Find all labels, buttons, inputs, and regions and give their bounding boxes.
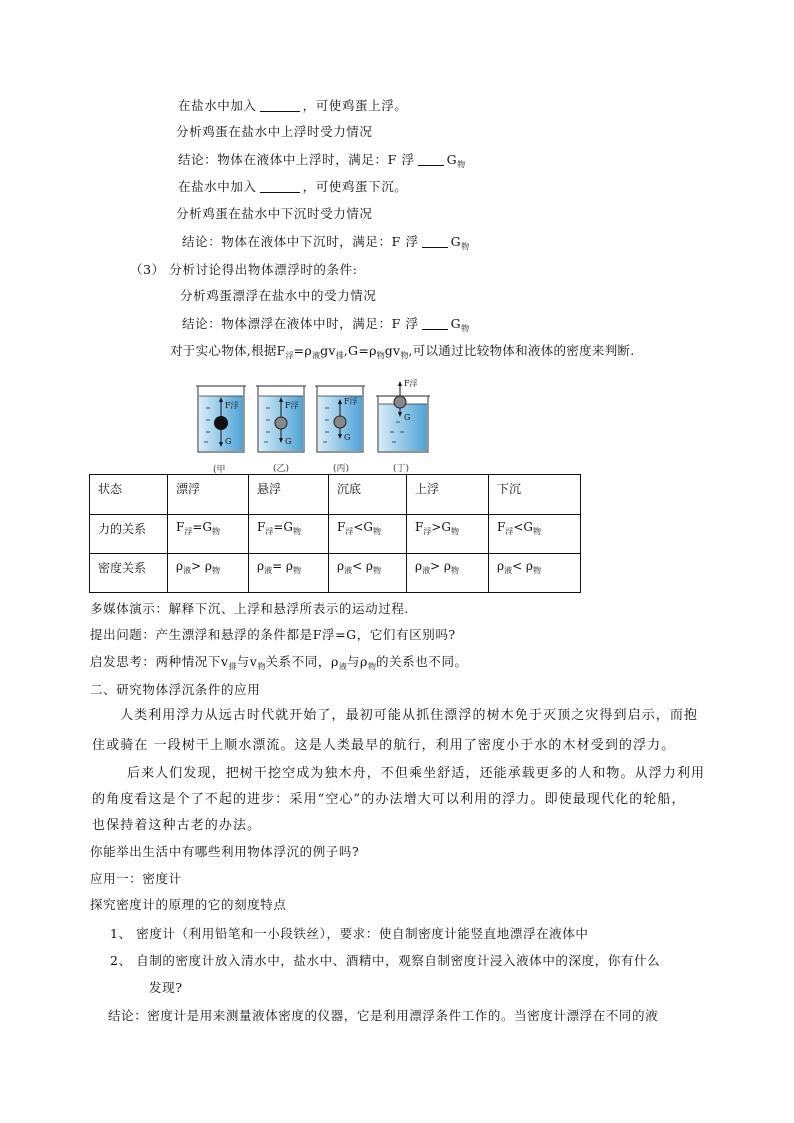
table-row-density (90, 554, 581, 593)
table-header-row (90, 475, 581, 515)
beaker-jia (196, 386, 246, 452)
gravity-label: G (225, 437, 232, 446)
beaker-label-ding: (丁) (393, 464, 410, 474)
force-label: F浮 (404, 379, 418, 388)
line-section-3: （3） 分析讨论得出物体漂浮时的条件: (130, 262, 358, 277)
table-cell: $\rho_液< \rho_物$ (489, 554, 581, 593)
paragraph-history-1: 人类利用浮力从远古时代就开始了，最初可能从抓住漂浮的树木免于灭顶之灾得到启示，而抱 (120, 708, 699, 723)
table-header-cell: 状态 (90, 475, 168, 515)
line-salt-rise: 在盐水中加入 ，可使鸡蛋上浮。 (178, 98, 408, 113)
table-header-cell: 悬浮 (249, 475, 329, 515)
egg-striped (275, 417, 287, 429)
force-label: F浮 (225, 401, 239, 410)
line-conclusion-rise: 结论：物体在液体中上浮时，满足：F 浮 $G_物$ (178, 152, 466, 169)
table-header-cell: 上浮 (407, 475, 489, 515)
answer-blank[interactable] (260, 99, 300, 112)
egg-striped (334, 416, 346, 428)
force-label: F浮 (285, 401, 299, 410)
egg-striped (394, 396, 406, 408)
table-row-label: 密度关系 (90, 554, 168, 593)
section-heading-application: 二、研究物体浮沉条件的应用 (90, 682, 261, 697)
table-header-cell: 漂浮 (168, 475, 249, 515)
line-analyze-rise: 分析鸡蛋在盐水中上浮时受力情况 (176, 124, 373, 139)
beaker-label-yi: (乙) (273, 464, 290, 474)
table-row-label: 力的关系 (90, 515, 168, 554)
table-cell: $\rho_液> \rho_物$ (407, 554, 489, 593)
paragraph-app-one: 应用一：密度计 (90, 871, 182, 886)
line-conclusion-sink: 结论：物体在液体中下沉时，满足：F 浮 $G_物$ (182, 234, 470, 251)
buoyancy-state-table (89, 474, 581, 593)
table-cell: $F_浮>G_物$ (407, 515, 489, 554)
beaker-figure (190, 378, 450, 478)
table-cell: $F_浮<G_物$ (489, 515, 581, 554)
table-cell: $\rho_液> \rho_物$ (168, 554, 249, 593)
table-header-cell: 沉底 (329, 475, 407, 515)
table-cell: $\rho_液= \rho_物$ (249, 554, 329, 593)
table-cell: $F_浮=G_物$ (249, 515, 329, 554)
answer-blank[interactable] (422, 317, 448, 330)
paragraph-canoe-1: 后来人们发现，把树干挖空成为独木舟，不但乘坐舒适，还能承载更多的人和物。从浮力利用 (127, 766, 706, 781)
paragraph-question: 提出问题：产生漂浮和悬浮的条件都是F浮=G，它们有区别吗? (90, 627, 456, 642)
line-salt-sink: 在盐水中加入 ，可使鸡蛋下沉。 (178, 179, 408, 194)
answer-blank[interactable] (260, 180, 300, 193)
table-cell: $F_浮=G_物$ (168, 515, 249, 554)
list-item-2-cont: 发现? (149, 980, 183, 995)
beaker-ding (376, 378, 430, 452)
line-conclusion-float: 结论：物体漂浮在液体中时，满足：F 浮 $G_物$ (182, 316, 470, 333)
egg-solid (214, 416, 228, 430)
paragraph-conclusion: 结论：密度计是用来测量液体密度的仪器，它是利用漂浮条件工作的。当密度计漂浮在不同的液 (108, 1008, 659, 1023)
table-cell: $\rho_液< \rho_物$ (329, 554, 407, 593)
list-item-2: 2、 自制的密度计放入清水中，盐水中、酒精中，观察自制密度计浸入液体中的深度，你有什么 (110, 953, 661, 968)
list-item-1: 1、 密度计（利用铅笔和一小段铁丝），要求：使自制密度计能竖直地漂浮在液体中 (110, 926, 589, 941)
gravity-label: G (404, 413, 411, 422)
beaker-label-bing: (丙) (333, 464, 350, 474)
gravity-label: G (285, 437, 292, 446)
paragraph-multimedia: 多媒体演示：解释下沉、上浮和悬浮所表示的运动过程. (90, 601, 409, 616)
gravity-label: G (344, 433, 351, 442)
paragraph-canoe-2: 的角度看这是个了不起的进步：采用“空心”的办法增大可以利用的浮力。即使最现代化的轮船， (92, 792, 686, 807)
paragraph-canoe-3: 也保持着这种古老的办法。 (92, 818, 262, 833)
table-row-force (90, 515, 581, 554)
table-cell: $F_浮<G_物$ (329, 515, 407, 554)
line-analyze-float: 分析鸡蛋漂浮在盐水中的受力情况 (180, 288, 377, 303)
beaker-bing (315, 386, 365, 452)
paragraph-inspire: 启发思考：两种情况下$v_排$与$v_物$关系不同，$\rho_液$与$\rho_物$的关系也不同。 (90, 654, 468, 671)
beaker-label-jia: (甲 (213, 465, 226, 475)
paragraph-history-2: 住或骑在 一段树干上顺水漂流。这是人类最早的航行，利用了密度小于水的木材受到的浮力。 (92, 738, 676, 753)
paragraph-examples: 你能举出生活中有哪些利用物体浮沉的例子吗? (90, 844, 360, 859)
line-solid-object: 对于实心物体,根据$F_浮=\rho_液gv_排,G=\rho_物gv_物$,可以通过比较物体和液体的密度来判断. (170, 343, 635, 360)
table-header-cell: 下沉 (489, 475, 581, 515)
line-analyze-sink: 分析鸡蛋在盐水中下沉时受力情况 (176, 206, 373, 221)
beaker-yi (256, 386, 306, 452)
paragraph-explore: 探究密度计的原理的它的刻度特点 (90, 897, 287, 912)
answer-blank[interactable] (422, 235, 448, 248)
force-label: F浮 (344, 397, 358, 406)
answer-blank[interactable] (418, 153, 444, 166)
